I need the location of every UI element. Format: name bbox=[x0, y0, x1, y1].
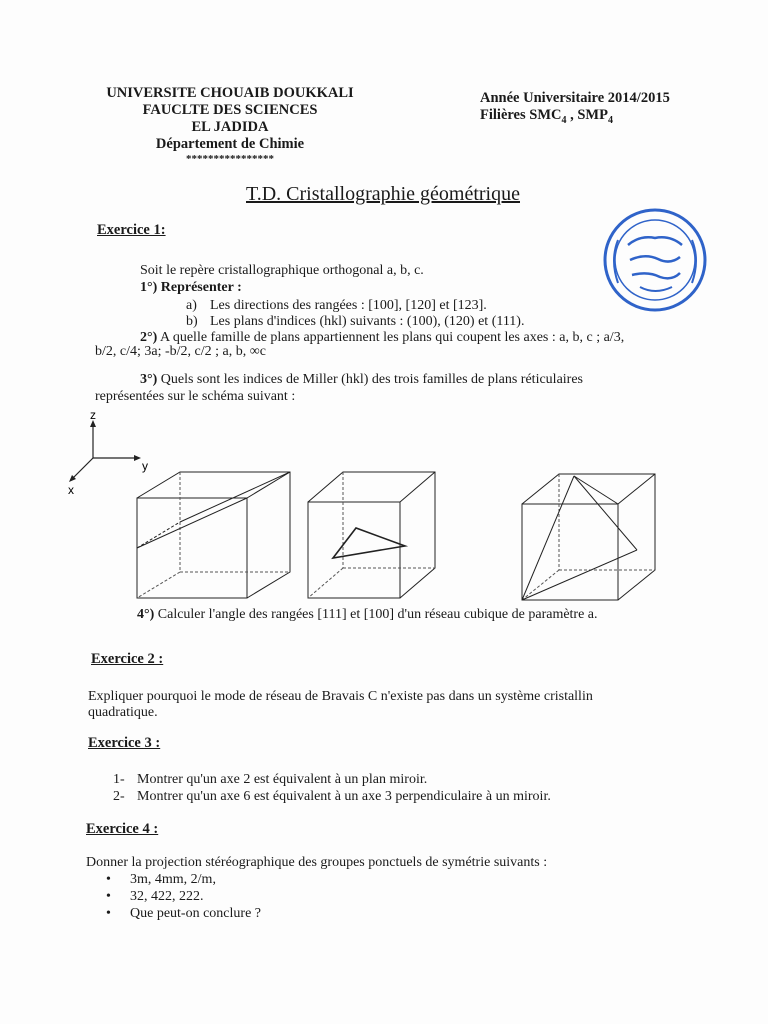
academic-year: Année Universitaire 2014/2015 bbox=[480, 90, 670, 106]
cube-diagram-2 bbox=[305, 466, 445, 606]
exercise1-q1a: a) Les directions des rangées : [100], [120] et [123]. bbox=[186, 298, 487, 313]
university-stamp-icon bbox=[600, 205, 710, 315]
exercise1-heading: Exercice 1: bbox=[97, 222, 166, 238]
exercise1-q2: 2°) A quelle famille de plans appartiennent les plans qui coupent les axes : a, b, c ; a/3, bbox=[140, 330, 625, 345]
exercise1-q1b: b) Les plans d'indices (hkl) suivants : (100), (120) et (111). bbox=[186, 314, 525, 329]
exercise4-bullet-3: • Que peut-on conclure ? bbox=[106, 906, 261, 921]
page-title: T.D. Cristallographie géométrique bbox=[246, 183, 520, 205]
year-header bbox=[480, 90, 670, 129]
header-stars: **************** bbox=[186, 153, 274, 165]
city-name: EL JADIDA bbox=[191, 119, 269, 135]
university-name: UNIVERSITE CHOUAIB DOUKKALI bbox=[106, 85, 354, 101]
exercise1-q4: 4°) Calculer l'angle des rangées [111] et [100] d'un réseau cubique de paramètre a. bbox=[137, 607, 598, 622]
exercise4-heading: Exercice 4 : bbox=[86, 821, 159, 837]
exercise2-line2: quadratique. bbox=[88, 705, 158, 720]
cube-diagram-3 bbox=[519, 466, 659, 606]
axis-y-label: y bbox=[142, 459, 148, 473]
exercise4-bullet-2: • 32, 422, 222. bbox=[106, 889, 204, 904]
cube-diagram-1 bbox=[132, 466, 302, 606]
exercise3-heading: Exercice 3 : bbox=[88, 735, 161, 751]
axis-x-label: x bbox=[68, 483, 74, 497]
exercise1-q2-line2: b/2, c/4; 3a; -b/2, c/2 ; a, b, ∞c bbox=[95, 344, 266, 359]
exercise1-q3: 3°) Quels sont les indices de Miller (hkl) des trois familles de plans réticulaires bbox=[140, 372, 583, 387]
exercise1-intro: Soit le repère cristallographique orthogonal a, b, c. bbox=[140, 263, 424, 278]
exercise2-heading: Exercice 2 : bbox=[91, 651, 164, 667]
department-name: Département de Chimie bbox=[155, 136, 305, 152]
faculty-name: FAUCLTE DES SCIENCES bbox=[142, 102, 318, 118]
filieres: Filières $SMC_4$ , $SMP_4$ bbox=[480, 107, 613, 126]
exercise1-q3-line2: représentées sur le schéma suivant : bbox=[95, 389, 296, 404]
university-header bbox=[0, 85, 460, 165]
exercise3-item-1: 1- Montrer qu'un axe 2 est équivalent à un plan miroir. bbox=[113, 772, 428, 787]
exercise4-bullet-1: • 3m, 4mm, 2/m, bbox=[106, 872, 216, 887]
exercise1-q1: 1°) Représenter : bbox=[140, 280, 242, 295]
exercise2-line1: Expliquer pourquoi le mode de réseau de Bravais C n'existe pas dans un système cristallin bbox=[88, 689, 593, 704]
axis-z-label: z bbox=[90, 408, 96, 422]
exercise4-intro: Donner la projection stéréographique des groupes ponctuels de symétrie suivants : bbox=[86, 855, 548, 870]
exercise3-item-2: 2- Montrer qu'un axe 6 est équivalent à un axe 3 perpendiculaire à un miroir. bbox=[113, 789, 551, 804]
